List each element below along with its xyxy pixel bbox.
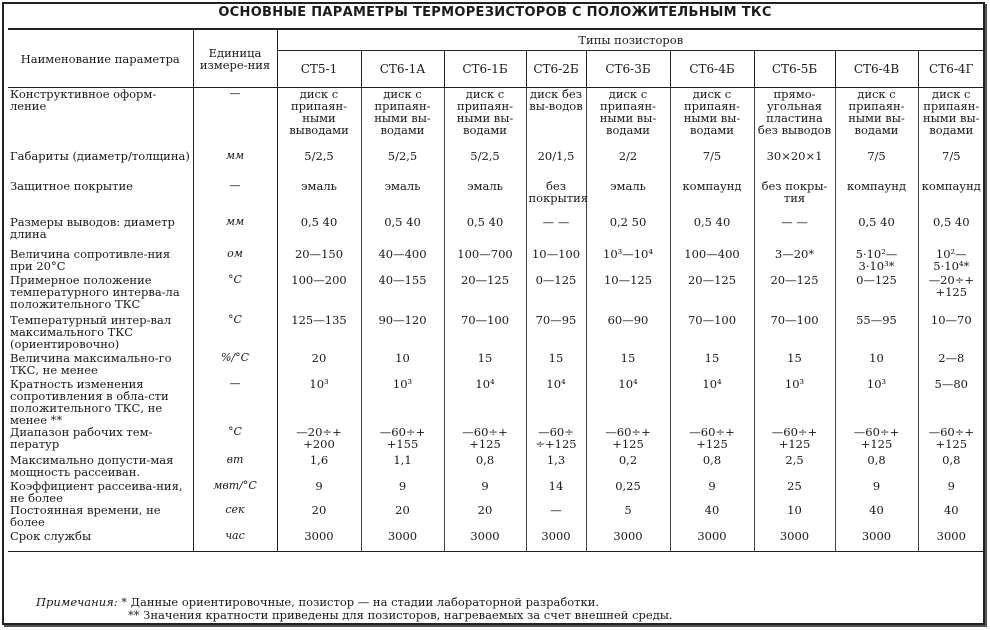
param-name: Максимально допусти-мая мощность рассеиван. xyxy=(8,454,193,480)
notes-label: Примечания: xyxy=(36,595,118,609)
value-cell: 40—155 xyxy=(361,274,444,314)
value-cell: 7/5 xyxy=(670,150,754,180)
value-cell: 3000 xyxy=(444,530,526,552)
value-cell: 10⁴ xyxy=(526,378,586,426)
value-cell: 15 xyxy=(586,352,670,378)
value-cell: 10—125 xyxy=(586,274,670,314)
value-cell: диск с припаян-ными выводами xyxy=(277,88,361,150)
value-cell: 3000 xyxy=(277,530,361,552)
param-name: Размеры выводов: диаметр длина xyxy=(8,216,193,248)
value-cell: 1,1 xyxy=(361,454,444,480)
value-cell: 30×20×1 xyxy=(754,150,835,180)
value-cell: 9 xyxy=(947,478,955,493)
column-header: СТ6-5Б xyxy=(754,51,835,88)
notes xyxy=(36,596,673,622)
value-cell: 0—125 xyxy=(835,274,918,314)
value-cell: диск с припаян-ными вы-водами xyxy=(444,88,526,150)
value-cell: —60÷+ +125 xyxy=(586,426,670,454)
value-cell: 10 xyxy=(361,352,444,378)
value-cell: 70—100 xyxy=(670,314,754,352)
param-name: Постоянная времени, не более xyxy=(8,504,193,530)
value-cell: 9 xyxy=(670,480,754,504)
value-cell: 40 xyxy=(943,502,959,517)
param-name: Диапазон рабочих тем-ператур xyxy=(8,426,193,454)
value-cell: 10³ xyxy=(277,378,361,426)
value-cell: 7/5 xyxy=(942,148,961,163)
param-name: Кратность изменения сопротивления в обла-сти положительного ТКС, не менее ** xyxy=(8,378,193,426)
value-cell: компаунд xyxy=(835,180,918,216)
value-cell: 0—125 xyxy=(526,274,586,314)
value-cell: 9 xyxy=(361,480,444,504)
value-cell: 20—125 xyxy=(754,274,835,314)
param-unit: час xyxy=(193,530,277,552)
value-cell: 20 xyxy=(277,352,361,378)
table-row xyxy=(8,88,984,150)
value-cell: 5/2,5 xyxy=(361,150,444,180)
value-cell: эмаль xyxy=(444,180,526,216)
param-unit: — xyxy=(193,180,277,216)
param-name: Коэффициент рассеива-ния, не более xyxy=(8,480,193,504)
value-cell: — — xyxy=(754,216,835,248)
table-row xyxy=(8,150,984,180)
value-cell: —60÷+ +125 xyxy=(444,426,526,454)
value-cell: 9 xyxy=(277,480,361,504)
value-cell: 20—125 xyxy=(444,274,526,314)
value-cell: —20÷+ +200 xyxy=(277,426,361,454)
value-cell: 125—135 xyxy=(277,314,361,352)
value-cell: 0,5 40 xyxy=(670,216,754,248)
value-cell: 10 xyxy=(835,352,918,378)
value-cell: 0,8 xyxy=(942,452,961,467)
note-2: ** Значения кратности приведены для позисторов, нагреваемых за счет внешней среды. xyxy=(128,608,673,622)
value-cell: 3000 xyxy=(361,530,444,552)
table-row xyxy=(8,248,984,274)
value-cell: эмаль xyxy=(277,180,361,216)
value-cell: 60—90 xyxy=(586,314,670,352)
value-cell: диск с припаян-ными вы-водами xyxy=(586,88,670,150)
value-cell: 100—400 xyxy=(670,248,754,274)
column-header: СТ5-1 xyxy=(277,51,361,88)
param-unit: °С xyxy=(193,274,277,314)
value-cell: 70—95 xyxy=(526,314,586,352)
param-name: Защитное покрытие xyxy=(8,180,193,216)
header-param: Наименование параметра xyxy=(8,29,193,88)
value-cell: 3000 xyxy=(526,530,586,552)
value-cell: компаунд xyxy=(670,180,754,216)
param-unit: — xyxy=(193,88,277,150)
value-cell: 100—200 xyxy=(277,274,361,314)
column-header: СТ6-4Б xyxy=(670,51,754,88)
value-cell: —60÷+ +155 xyxy=(361,426,444,454)
value-cell: 1,6 xyxy=(277,454,361,480)
value-cell: без покрытия xyxy=(526,180,586,216)
column-header: СТ6-1А xyxy=(361,51,444,88)
value-cell: 3000 xyxy=(918,530,984,552)
value-cell: 55—95 xyxy=(835,314,918,352)
value-cell: 70—100 xyxy=(444,314,526,352)
value-cell: 0,25 xyxy=(586,480,670,504)
value-cell: —60÷+ +125 xyxy=(754,426,835,454)
table-row xyxy=(8,504,984,530)
value-cell: эмаль xyxy=(361,180,444,216)
value-cell: 7/5 xyxy=(835,150,918,180)
value-cell: 3000 xyxy=(835,530,918,552)
column-header: СТ6-3Б xyxy=(586,51,670,88)
value-cell: 90—120 xyxy=(361,314,444,352)
value-cell: 0,5 40 xyxy=(835,216,918,248)
value-cell: 3000 xyxy=(670,530,754,552)
value-cell: 20—125 xyxy=(670,274,754,314)
param-unit: — xyxy=(193,378,277,426)
param-unit: мм xyxy=(193,216,277,248)
value-cell: 5/2,5 xyxy=(444,150,526,180)
param-name: Примерное положение температурного интерва-ла положительного ТКС xyxy=(8,274,193,314)
value-cell: 3—20* xyxy=(754,248,835,274)
value-cell: 0,5 40 xyxy=(444,216,526,248)
param-unit: мм xyxy=(193,150,277,180)
value-cell: 40—400 xyxy=(361,248,444,274)
param-name: Срок службы xyxy=(8,530,193,552)
value-cell: 15 xyxy=(670,352,754,378)
value-cell: 10³ xyxy=(754,378,835,426)
value-cell: 5·10²— 3·10³* xyxy=(835,248,918,274)
header-unit: Единица измере-ния xyxy=(193,29,277,88)
param-unit: %/°С xyxy=(193,352,277,378)
value-cell: 2—8 xyxy=(938,350,965,365)
value-cell: 0,5 40 xyxy=(932,214,970,229)
value-cell: эмаль xyxy=(586,180,670,216)
value-cell: 20 xyxy=(277,504,361,530)
param-unit: вт xyxy=(193,454,277,480)
value-cell: диск с припаян-ными вы-водами xyxy=(670,88,754,150)
param-unit: сек xyxy=(193,504,277,530)
value-cell: 1,3 xyxy=(526,454,586,480)
value-cell: 9 xyxy=(444,480,526,504)
value-cell: диск с припаян-ными вы-водами xyxy=(361,88,444,150)
param-name: Габариты (диаметр/толщина) xyxy=(8,150,193,180)
param-name: Величина максимально-го ТКС, не менее xyxy=(8,352,193,378)
column-header: СТ6-1Б xyxy=(444,51,526,88)
value-cell: 20 xyxy=(361,504,444,530)
value-cell: — — xyxy=(526,216,586,248)
param-name: Температурный интер-вал максимального ТКС (ориентировочно) xyxy=(8,314,193,352)
param-unit: °С xyxy=(193,314,277,352)
value-cell: 5/2,5 xyxy=(277,150,361,180)
value-cell: 10—100 xyxy=(526,248,586,274)
value-cell: 20—150 xyxy=(277,248,361,274)
table-row xyxy=(8,352,984,378)
value-cell: —60÷+ +125 xyxy=(928,424,974,451)
value-cell: 9 xyxy=(835,480,918,504)
value-cell: 10³ xyxy=(835,378,918,426)
value-cell: 5—80 xyxy=(934,376,968,391)
header-types: Типы позисторов xyxy=(277,29,984,51)
value-cell: 0,2 xyxy=(586,454,670,480)
value-cell: 0,2 50 xyxy=(586,216,670,248)
table-row xyxy=(8,480,984,504)
value-cell: —60÷ ÷+125 xyxy=(526,426,586,454)
value-cell: без покры-тия xyxy=(754,180,835,216)
value-cell: 0,8 xyxy=(670,454,754,480)
value-cell: 10²— 5·10⁴* xyxy=(933,246,970,273)
table-row xyxy=(8,274,984,314)
value-cell: 15 xyxy=(444,352,526,378)
value-cell: —60÷+ +125 xyxy=(835,426,918,454)
value-cell: 14 xyxy=(526,480,586,504)
table-row xyxy=(8,378,984,426)
value-cell: 0,5 40 xyxy=(361,216,444,248)
value-cell: 40 xyxy=(670,504,754,530)
value-cell: 10⁴ xyxy=(586,378,670,426)
value-cell: — xyxy=(526,504,586,530)
value-cell: 0,8 xyxy=(835,454,918,480)
value-cell: диск с припаян-ными вы-водами xyxy=(922,87,980,137)
table-row xyxy=(8,426,984,454)
value-cell: 10 xyxy=(754,504,835,530)
value-cell: 70—100 xyxy=(754,314,835,352)
parameters-table xyxy=(8,28,984,552)
param-unit: мвт/°С xyxy=(193,480,277,504)
value-cell: 3000 xyxy=(754,530,835,552)
table-row xyxy=(8,180,984,216)
value-cell: прямо-угольная пластина без выводов xyxy=(754,88,835,150)
value-cell: компаунд xyxy=(921,178,981,193)
value-cell: 2,5 xyxy=(754,454,835,480)
table-title: ОСНОВНЫЕ ПАРАМЕТРЫ ТЕРМОРЕЗИСТОРОВ С ПОЛОЖИТЕЛЬНЫМ ТКС xyxy=(218,5,772,20)
value-cell: 10³ xyxy=(361,378,444,426)
value-cell: 0,8 xyxy=(444,454,526,480)
value-cell: диск с припаян-ными вы-водами xyxy=(835,88,918,150)
value-cell: —20÷+ +125 xyxy=(928,272,974,299)
param-name: Конструктивное оформ-ление xyxy=(8,88,193,150)
value-cell: 10³—10⁴ xyxy=(586,248,670,274)
param-name: Величина сопротивле-ния при 20°С xyxy=(8,248,193,274)
note-1: * Данные ориентировочные, позистор — на стадии лабораторной разработки. xyxy=(121,595,600,609)
value-cell: 100—700 xyxy=(444,248,526,274)
table-row xyxy=(8,216,984,248)
value-cell: 10⁴ xyxy=(444,378,526,426)
column-header: СТ6-2Б xyxy=(526,51,586,88)
value-cell: 5 xyxy=(586,504,670,530)
value-cell: 10—70 xyxy=(930,312,972,327)
value-cell: 3000 xyxy=(586,530,670,552)
value-cell: 2/2 xyxy=(586,150,670,180)
column-header: СТ6-4В xyxy=(835,51,918,88)
table-row xyxy=(8,530,984,552)
value-cell: 25 xyxy=(754,480,835,504)
value-cell: 0,5 40 xyxy=(277,216,361,248)
value-cell: —60÷+ +125 xyxy=(670,426,754,454)
value-cell: 40 xyxy=(835,504,918,530)
value-cell: 10⁴ xyxy=(670,378,754,426)
value-cell: 20 xyxy=(444,504,526,530)
table-row xyxy=(8,454,984,480)
value-cell: 20/1,5 xyxy=(526,150,586,180)
column-header: СТ6-4Г xyxy=(918,51,984,88)
value-cell: 15 xyxy=(526,352,586,378)
value-cell: 15 xyxy=(754,352,835,378)
table-row xyxy=(8,314,984,352)
param-unit: ом xyxy=(193,248,277,274)
param-unit: °С xyxy=(193,426,277,454)
value-cell: диск без вы-водов xyxy=(526,88,586,150)
